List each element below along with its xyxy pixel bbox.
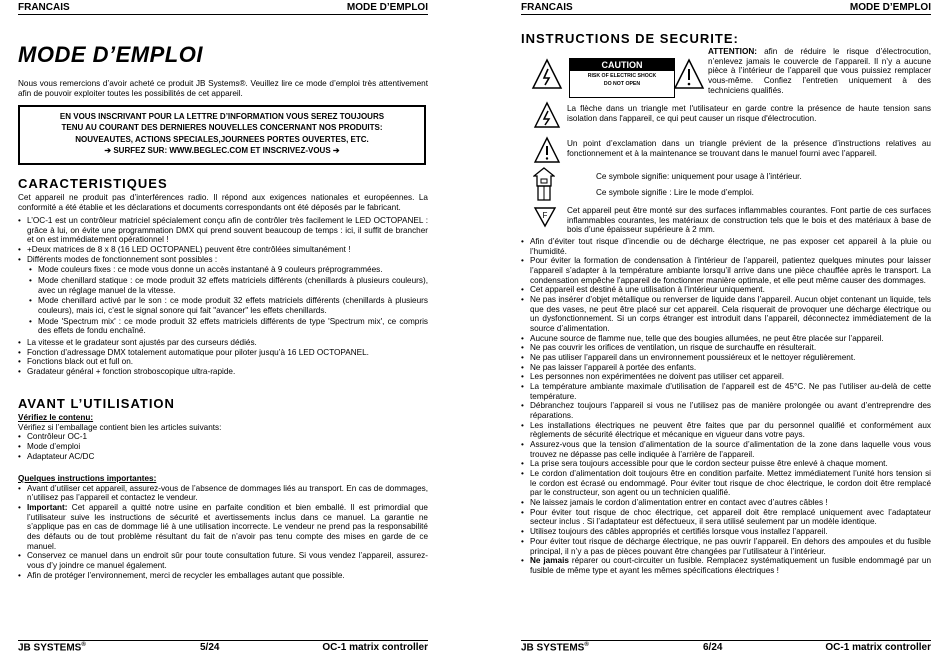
subheading: Quelques instructions importantes: (18, 474, 157, 483)
contents-check (18, 413, 428, 461)
important-instructions (18, 474, 428, 580)
list-item: • Fonctions black out et full on. (18, 357, 428, 367)
list-item: • Ne pas laisser l’appareil à portée des enfants. (521, 363, 931, 373)
list-item: • Conservez ce manuel dans un endroit sûr pour toute consultation future. Si vous vendez l’appareil, assurez-vous d’y joindre ce manuel également. (18, 551, 428, 570)
list-item: • +Deux matrices de 8 x 8 (16 LED OCTOPANEL) peuvent être contrôlées simultanément ! (18, 245, 428, 255)
list-item: • La température ambiante maximale d’utilisation de l’appareil est de 45°C. Ne pas l’utiliser au-delà de cette température. (521, 382, 931, 401)
list-item: • Les personnes non expérimentées ne doivent pas utiliser cet appareil. (521, 372, 931, 382)
important-label: Important: (27, 503, 68, 513)
page-footer (521, 640, 931, 655)
subheading: Vérifiez le contenu: (18, 413, 94, 422)
newsletter-line: NOUVEAUTES, ACTIONS SPECIALES,JOURNEES PORTES OUVERTES, ETC. (75, 134, 369, 144)
list-item: • Assurez-vous que la tension d’alimentation de la source d’alimentation de la zone dans laquelle vous vous trouvez ne dépasse pas celle indiquée à l’arrière de l’appareil. (521, 440, 931, 459)
ne-jamais-label: Ne jamais (530, 556, 569, 566)
section-heading-caracteristiques: CARACTERISTIQUES (18, 176, 168, 191)
contents-intro: Vérifiez si l’emballage contient bien les articles suivants: (18, 422, 222, 432)
list-item: • Ne pas utiliser l’appareil dans un environnement poussiéreux et le nettoyer régulièrement. (521, 353, 931, 363)
section-heading-avant: AVANT L’UTILISATION (18, 396, 175, 411)
list-item: • La vitesse et le gradateur sont ajustés par des curseurs dédiés. (18, 338, 428, 348)
arrow-warning-text: La flèche dans un triangle met l'utilisateur en garde contre la présence de haute tension sans isolation dans l'appareil, ce qui peut causer un risque d'électrocution. (567, 104, 931, 123)
page-right (521, 0, 931, 654)
footer-page-number: 6/24 (703, 642, 723, 653)
footer-page-number: 5/24 (200, 642, 220, 653)
indoor-symbol-text: Ce symbole signifie: uniquement pour usage à l’intérieur. (596, 172, 802, 181)
newsletter-box (18, 105, 426, 165)
list-item: • Les installations électriques ne peuvent être faites que par du personnel qualifié et conformément aux règlements de sécurité électrique et mécanique en vigueur dans votre pays. (521, 421, 931, 440)
list-item: • Avant d’utiliser cet appareil, assurez-vous de l’absence de dommages liés au transport. En cas de dommages, n’utilisez pas l’appareil et contactez le vendeur. (18, 484, 428, 503)
footer-product: OC-1 matrix controller (825, 642, 931, 653)
section-heading-securite: INSTRUCTIONS DE SECURITE: (521, 31, 739, 46)
list-item: • Pour éviter tout risque de décharge électrique, ne pas ouvrir l’appareil. En dehors des ampoules et du fusible principal, il n’y a pas de pièces pouvant être changées par l’utilisateur à l’intérieur. (521, 537, 931, 556)
list-item: • Contrôleur OC-1 (18, 432, 428, 442)
list-item: • Le cordon d’alimentation doit toujours être en condition parfaite. Mettez immédiatement l’unité hors tension si le cordon est écrasé ou endommagé. Pour éviter tout risque de choc électrique, le cordon doit être remplacé par le constructeur, son agent ou un technicien qualifié. (521, 469, 931, 498)
exclamation-warning-text: Un point d’exclamation dans un triangle prévient de la présence d’instructions relatives au fonctionnement et à la maintenance se trouvant dans le manuel fourni avec l’appareil. (567, 139, 931, 158)
instructions-list (18, 484, 428, 581)
list-item: • Pour éviter tout risque de choc électrique, cet appareil doit être remplacé uniquement avec l’adaptateur secteur inclus . Si l’adaptateur est défectueux, il sera utilisé seulement par un modèle identique. (521, 508, 931, 527)
newsletter-link-line: ➔ SURFEZ SUR: WWW.BEGLEC.COM ET INSCRIVEZ-VOUS ➔ (104, 146, 340, 156)
list-item: • Fonction d’adressage DMX totalement automatique pour piloter jusqu’à 16 LED OCTOPANEL. (18, 348, 428, 358)
high-voltage-triangle-icon (533, 101, 561, 129)
list-item: • Mode 'Spectrum mix' : ce mode produit 32 effets matriciels différents de type 'Spectrum mix', ce compris des effets de fondu enchaîné. (18, 317, 428, 336)
footer-brand: JB SYSTEMS® (18, 642, 86, 654)
list-item: • Débranchez toujours l’appareil si vous ne l’utilisez pas de manière prolongée ou avant d’entreprendre des réparations. (521, 401, 931, 420)
page-title: MODE D’EMPLOI (18, 42, 203, 67)
features-list (18, 216, 428, 377)
list-item: • Mode chenillard statique : ce mode produit 32 effets matriciels différents (chenillards à plusieurs couleurs), avec un réglage manuel de la vitesse. (18, 276, 428, 295)
list-item: • Ne pas couvrir les orifices de ventilation, un risque de surchauffe en résulterait. (521, 343, 931, 353)
list-item (521, 556, 931, 575)
exclamation-triangle-icon (673, 58, 705, 90)
list-item: • Différents modes de fonctionnement sont possibles : (18, 255, 428, 265)
list-item: • Afin de protéger l’environnement, merci de recycler les emballages autant que possible. (18, 571, 428, 581)
header-language: FRANCAIS (18, 2, 70, 13)
footer-brand: JB SYSTEMS® (521, 642, 589, 654)
list-item: • L’OC-1 est un contrôleur matriciel spécialement conçu afin de contrôler très facilement le LED OCTOPANEL : grâce à lui, on évite une programmation DMX qui prend souvent beaucoup de temps : ici, il suffit de brancher et on est immédiatement opérationnel ! (18, 216, 428, 245)
caution-title: CAUTION (570, 59, 674, 71)
footer-product: OC-1 matrix controller (322, 642, 428, 653)
high-voltage-triangle-icon (531, 58, 563, 90)
page-header (18, 2, 428, 15)
manual-symbol-text: Ce symbole signifie : Lire le mode d’emploi. (596, 188, 754, 197)
page-left (18, 0, 428, 654)
attention-label: ATTENTION: (708, 47, 757, 56)
list-item: • Afin d’éviter tout risque d’incendie ou de décharge électrique, ne pas exposer cet appareil à la pluie ou l’humidité. (521, 237, 931, 256)
manual-book-icon (535, 184, 553, 202)
header-section: MODE D’EMPLOI (346, 2, 428, 13)
header-language: FRANCAIS (521, 2, 573, 13)
attention-text: ATTENTION: afin de réduire le risque d’électrocution, n’enlevez jamais le couvercle de l’appareil. Il n’y a aucune pièce à l’intérieur de l’appareil que vous puissiez remplacer vous-même. Confiez l’entretien uniquement à des techniciens qualifiés. (708, 47, 931, 95)
flammable-surface-text: Cet appareil peut être monté sur des surfaces inflammables courantes. Font partie de ces surfaces inflammables courantes, les matériaux de construction tels que le bois et des matériaux à base de bois d’une épaisseur supérieure à 2 mm. (567, 206, 931, 235)
fuse-text: réparer ou court-circuiter un fusible. Remplacez systématiquement un fusible endommagé par un fusible de même type et ayant les mêmes spécifications électriques ! (530, 556, 931, 575)
important-text: Cet appareil a quitté notre usine en parfaite condition et bien emballé. Il est primordial que l’utilisateur suive les instructions de sécurité et avertissements inclus dans ce manuel. La garantie ne s’applique pas en cas de dommage lié à une utilisation incorrecte. Le vendeur ne prend pas la responsabilité des défauts ou de tout problème résultant du fait de n’avoir pas tenu compte des mises en garde de ce manuel. (27, 503, 428, 551)
caution-line: RISK OF ELECTRIC SHOCK (587, 73, 657, 79)
list-item: • Aucune source de flamme nue, telle que des bougies allumées, ne peut être placée sur l’appareil. (521, 334, 931, 344)
caution-label (569, 58, 675, 98)
caracteristiques-intro: Cet appareil ne produit pas d’interférences radio. Il répond aux exigences nationales et européennes. La conformité a été établie et les déclarations et documents correspondants ont été déposés par le fabricant. (18, 193, 428, 212)
list-item (18, 503, 428, 551)
list-item: • Adaptateur AC/DC (18, 452, 428, 462)
list-item: • Cet appareil est destiné à une utilisation à l’intérieur uniquement. (521, 285, 931, 295)
list-item: • Gradateur général + fonction stroboscopique ultra-rapide. (18, 367, 428, 377)
intro-text: Nous vous remercions d’avoir acheté ce produit JB Systems®. Veuillez lire ce mode d’emploi très attentivement afin de pouvoir exploiter toutes les possibilités de cet appareil. (18, 79, 428, 98)
header-section: MODE D’EMPLOI (849, 2, 931, 13)
newsletter-line: TENU AU COURANT DES DERNIERES NOUVELLES CONCERNANT NOS PRODUITS: (61, 123, 383, 133)
list-item: • La prise sera toujours accessible pour que le cordon secteur puisse être enlevé à chaque moment. (521, 459, 931, 469)
list-item: • Ne pas insérer d’objet métallique ou renverser de liquide dans l’appareil. Aucun objet contenant un liquide, tels que des vases, ne peut être placé sur cet appareil. Cela risquerait de provoquer une décharge électrique ou un dysfonctionnement. Si un corps étranger est introduit dans l’appareil, déconnectez immédiatement de la source d’alimentation. (521, 295, 931, 334)
svg-text:F: F (542, 211, 548, 220)
list-item: • Ne laissez jamais le cordon d’alimentation entrer en contact avec d’autres câbles ! (521, 498, 931, 508)
list-item: • Mode couleurs fixes : ce mode vous donne un accès instantané à 9 couleurs préprogrammées. (18, 265, 428, 275)
caution-line: DO NOT OPEN (603, 81, 641, 88)
exclamation-triangle-icon (533, 136, 561, 164)
contents-list (18, 432, 428, 461)
page-footer (18, 640, 428, 655)
list-item: • Pour éviter la formation de condensation à l’intérieur de l’appareil, patientez quelques minutes pour laisser l’appareil s’adapter à la température ambiante lorsqu’il arrive dans une pièce chauffée après le transport. La condensation empêche l’appareil de fonctionner manière optimale, et elle peut même causer des dommages. (521, 256, 931, 285)
safety-list (521, 237, 931, 576)
page-header (521, 2, 931, 15)
flammable-surface-icon (533, 206, 557, 228)
list-item: • Utilisez toujours des câbles appropriés et certifiés lorsque vous installez l’appareil. (521, 527, 931, 537)
list-item: • Mode d’emploi (18, 442, 428, 452)
newsletter-line: EN VOUS INSCRIVANT POUR LA LETTRE D’INFORMATION VOUS SEREZ TOUJOURS (59, 112, 385, 121)
list-item: • Mode chenillard activé par le son : ce mode produit 32 effets matriciels différents (chenillards à plusieurs couleurs), mais ici, c’est le signal sonore qui fait "avancer" les effets chenillards. (18, 296, 428, 315)
